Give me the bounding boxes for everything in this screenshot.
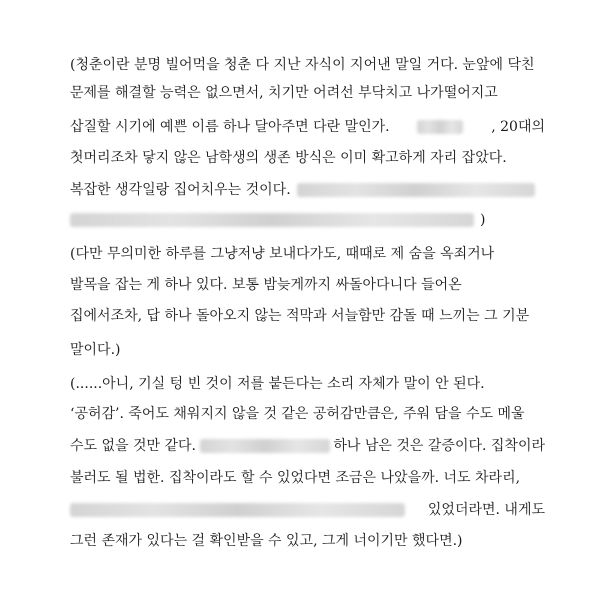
text-segment: 있었더라면. 내게도	[427, 502, 545, 518]
paragraph-1-line-6	[70, 210, 545, 230]
paragraph-3-line-6	[70, 531, 545, 551]
text-segment: 수도 없을 것만 같다.	[70, 438, 196, 454]
paragraph-2-line-4	[70, 340, 545, 360]
text-segment: 문제를 해결할 능력은 없으면서, 치기만 어려선 부닥치고 나가떨어지고	[70, 85, 498, 101]
text-segment: 발목을 잡는 게 하나 있다. 보통 밤늦게까지 싸돌아다니다 들어온	[70, 277, 462, 293]
redacted-text	[70, 503, 405, 517]
text-segment: 말이다.)	[70, 342, 121, 358]
text-segment: (청춘이란 분명 빌어먹을 청춘 다 지난 자식이 지어낸 말일 거다. 눈앞에 닥친	[70, 57, 535, 73]
paragraph-3-line-1	[70, 374, 545, 394]
redacted-text	[70, 213, 474, 227]
text-segment: 집에서조차, 답 하나 돌아오지 않는 적막과 서늘함만 감돌 때 느끼는 그 기분	[70, 308, 530, 324]
text-segment: 불러도 될 법한. 집착이라도 할 수 있었다면 조금은 나았을까. 너도 차라리,	[70, 470, 521, 486]
text-segment: , 20대의	[491, 119, 545, 135]
text-segment: 그런 존재가 있다는 걸 확인받을 수 있고, 그게 너이기만 했다면.)	[70, 533, 463, 549]
text-segment: )	[480, 212, 486, 228]
paragraph-2-line-2	[70, 275, 545, 295]
text-segment: (......아니, 기실 텅 빈 것이 저를 붙든다는 소리 자체가 말이 안 된다.	[70, 376, 485, 392]
paragraph-1-line-3	[70, 117, 545, 137]
text-segment: 첫머리조차 닿지 않은 남학생의 생존 방식은 이미 확고하게 자리 잡았다.	[70, 150, 507, 166]
text-segment: 삽질할 시기에 예쁜 이름 하나 달아주면 다란 말인가.	[70, 119, 390, 135]
redacted-text	[417, 120, 463, 134]
text-segment: ‘공허감’. 죽어도 채워지지 않을 것 같은 공허감만큼은, 주워 담을 수도 메울	[70, 406, 525, 422]
paragraph-3-line-5	[70, 500, 545, 520]
redacted-text	[200, 439, 330, 453]
paragraph-3-line-4	[70, 468, 545, 488]
paragraph-3-line-3	[70, 436, 545, 456]
paragraph-1-line-4	[70, 148, 545, 168]
text-segment: 복잡한 생각일랑 집어치우는 것이다.	[70, 182, 291, 198]
text-segment: 하나 남은 것은 갈증이다. 집착이라	[333, 438, 545, 454]
paragraph-1-line-1	[70, 55, 545, 75]
text-segment: (다만 무의미한 하루를 그냥저냥 보내다가도, 때때로 제 숨을 옥죄거나	[70, 246, 495, 262]
paragraph-2-line-3	[70, 306, 545, 326]
redacted-text	[297, 183, 535, 197]
paragraph-2-line-1	[70, 244, 545, 264]
paragraph-1-line-2	[70, 83, 545, 103]
paragraph-3-line-2	[70, 404, 545, 424]
paragraph-1-line-5	[70, 180, 545, 200]
